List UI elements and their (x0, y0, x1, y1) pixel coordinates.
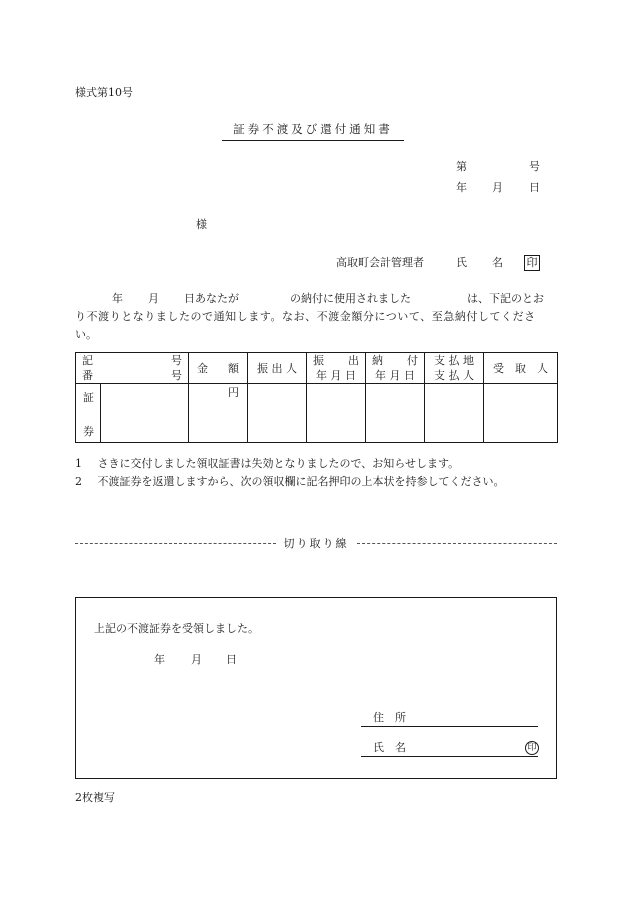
issuer-title: 高取町会計管理者 (336, 256, 424, 269)
addressee-suffix: 様 (196, 218, 207, 231)
header-go-2: 号 (171, 369, 182, 382)
body-year: 年 (112, 292, 123, 305)
header-fu: 付 (407, 354, 418, 367)
note-2-num: 2 (75, 475, 82, 488)
body-month: 月 (148, 292, 159, 305)
address-field[interactable] (361, 712, 538, 727)
amount-yen-unit: 円 (228, 386, 239, 399)
header-furi: 振 (313, 354, 324, 367)
issuer-seal-icon: 印 (524, 255, 540, 271)
note-2-text: 不渡証券を返還しますから、次の領収欄に記名押印の上本状を持参してください。 (97, 475, 505, 488)
cut-line-dash-right (357, 543, 558, 544)
header-go: 号 (171, 354, 182, 367)
header-nou-date: 年 月 日 (375, 369, 415, 382)
date-month: 月 (492, 181, 503, 194)
body-mid-text: の納付に使用されました (290, 292, 411, 305)
footer-note: 2枚複写 (75, 791, 115, 804)
issuer-name-label-2: 名 (492, 256, 503, 269)
header-payer-1: 支 払 地 (434, 354, 474, 367)
note-1-text: さきに交付しました領収証書は失効となりましたので、お知らせします。 (97, 457, 460, 470)
body-day-text: 日あなたが (184, 292, 239, 305)
body-end-text: は、下記のとお (467, 292, 544, 305)
body-line-3: い。 (75, 328, 97, 341)
receipt-day: 日 (226, 653, 237, 666)
receipt-statement: 上記の不渡証券を受領しました。 (94, 622, 259, 635)
doc-number-suffix: 号 (529, 160, 540, 173)
row-label-2: 券 (83, 425, 94, 438)
date-year: 年 (456, 181, 467, 194)
date-day: 日 (529, 181, 540, 194)
document-title: 証券不渡及び還付通知書 (222, 124, 404, 141)
header-amount-1: 金 (197, 361, 208, 375)
header-drawer: 振 出 人 (257, 361, 297, 375)
issuer-name-label-1: 氏 (456, 256, 467, 269)
doc-number-prefix: 第 (456, 160, 467, 173)
header-dashi: 出 (348, 354, 359, 367)
receipt-seal-icon: 印 (525, 741, 539, 755)
body-line-2: り不渡りとなりましたので通知します。なお、不渡金額分について、至急納付してくださ (75, 310, 536, 323)
address-label: 住 所 (373, 711, 406, 724)
dishonored-securities-table (75, 352, 558, 443)
header-nou: 納 (372, 354, 383, 367)
form-number: 様式第10号 (75, 86, 133, 99)
cut-line (75, 538, 557, 549)
cut-line-dash-left (75, 543, 276, 544)
header-payer-2: 支 払 人 (434, 369, 474, 382)
cut-line-label: 切り取り線 (283, 537, 349, 550)
note-1-num: 1 (75, 457, 82, 470)
receipt-month: 月 (191, 653, 202, 666)
receipt-year: 年 (154, 653, 165, 666)
note-2 (75, 476, 505, 487)
name-field[interactable] (361, 742, 538, 757)
header-amount-2: 額 (228, 361, 239, 375)
table-row (76, 384, 558, 443)
header-ban: 番 (82, 369, 93, 382)
row-label-1: 証 (83, 391, 94, 404)
receipt-box (75, 597, 557, 779)
note-1 (75, 458, 459, 469)
name-label: 氏 名 (373, 741, 406, 754)
header-receiver: 受 取 人 (493, 361, 548, 375)
header-furi-date: 年 月 日 (316, 369, 356, 382)
header-ki: 記 (82, 354, 93, 367)
